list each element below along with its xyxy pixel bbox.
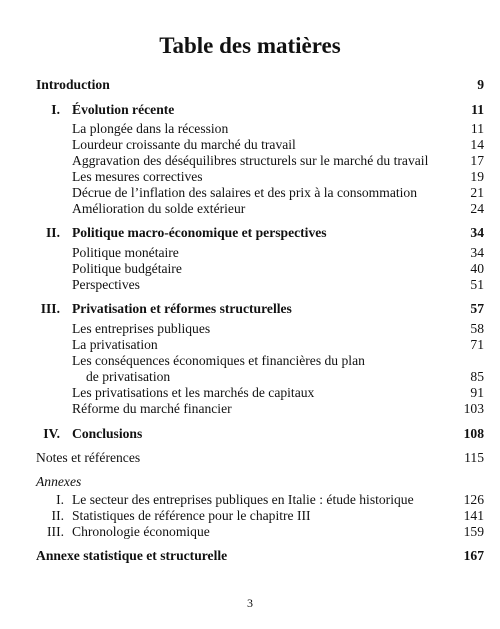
section-label: Privatisation et réformes structurelles (72, 301, 292, 316)
item-label: La plongée dans la récession (72, 121, 229, 136)
section-number: IV. (43, 426, 60, 441)
section-page: 57 (470, 301, 484, 316)
item-page: 40 (470, 261, 484, 276)
entry-page: 115 (464, 450, 484, 465)
annex-label: Statistiques de référence pour le chapitre III (72, 508, 311, 523)
item-label: Politique monétaire (72, 245, 179, 260)
item-label: Les entreprises publiques (72, 321, 211, 336)
item-label: Réforme du marché financier (72, 401, 232, 416)
annex-number: I. (56, 492, 64, 507)
item-page: 19 (470, 169, 484, 184)
annex-page: 141 (463, 508, 484, 523)
item-page: 21 (470, 185, 484, 200)
toc-item[interactable] (0, 200, 500, 218)
item-label: Aggravation des déséquilibres structurels sur le marché du travail (72, 153, 429, 168)
annex-page: 159 (463, 524, 484, 539)
section-number: III. (40, 301, 60, 316)
section-label: Évolution récente (72, 102, 175, 117)
entry-label: Notes et références (36, 450, 141, 465)
toc-entry-introduction[interactable] (0, 76, 500, 94)
toc-item[interactable] (0, 276, 500, 294)
entry-label: Annexe statistique et structurelle (36, 548, 228, 563)
toc-section-4[interactable] (0, 425, 500, 443)
section-number: II. (46, 225, 60, 240)
toc-section-1[interactable] (0, 101, 500, 119)
item-page: 71 (470, 337, 484, 352)
item-page: 103 (463, 401, 484, 416)
item-label: de privatisation (86, 369, 171, 384)
item-label: Les mesures correctives (72, 169, 203, 184)
toc-entry-stat-annex[interactable] (0, 547, 500, 565)
item-page: 91 (470, 385, 484, 400)
section-label: Politique macro-économique et perspectives (72, 225, 327, 240)
item-label: Les conséquences économiques et financières du plan (72, 353, 365, 368)
toc-annex-item[interactable] (0, 523, 500, 541)
section-page: 108 (463, 426, 484, 441)
item-page: 51 (470, 277, 484, 292)
page-title: Table des matières (159, 33, 341, 58)
item-page: 58 (470, 321, 484, 336)
annex-label: Chronologie économique (72, 524, 210, 539)
entry-page: 167 (463, 548, 484, 563)
page-number: 3 (247, 596, 253, 610)
item-label: Perspectives (72, 277, 140, 292)
item-label: Politique budgétaire (72, 261, 182, 276)
annexes-heading (0, 473, 500, 491)
section-number: I. (51, 102, 60, 117)
item-label: Amélioration du solde extérieur (72, 201, 246, 216)
annex-number: III. (47, 524, 64, 539)
item-page: 34 (470, 245, 484, 260)
toc-section-3[interactable] (0, 300, 500, 318)
annex-page: 126 (463, 492, 484, 507)
section-label: Conclusions (72, 426, 143, 441)
item-page: 85 (470, 369, 484, 384)
annex-number: II. (51, 508, 64, 523)
entry-page: 9 (477, 77, 484, 92)
toc-item[interactable] (0, 400, 500, 418)
annexes-heading-label: Annexes (36, 474, 82, 489)
entry-label: Introduction (36, 77, 110, 92)
item-label: Les privatisations et les marchés de capitaux (72, 385, 315, 400)
item-page: 11 (470, 121, 484, 136)
toc-entry-notes[interactable] (0, 449, 500, 467)
annex-label: Le secteur des entreprises publiques en Italie : étude historique (72, 492, 414, 507)
item-label: Décrue de l’inflation des salaires et des prix à la consommation (72, 185, 418, 200)
section-page: 34 (470, 225, 484, 240)
toc-section-2[interactable] (0, 224, 500, 242)
item-page: 24 (470, 201, 484, 216)
item-label: La privatisation (72, 337, 158, 352)
item-page: 14 (470, 137, 484, 152)
item-page: 17 (470, 153, 484, 168)
item-label: Lourdeur croissante du marché du travail (72, 137, 296, 152)
section-page: 11 (471, 102, 484, 117)
